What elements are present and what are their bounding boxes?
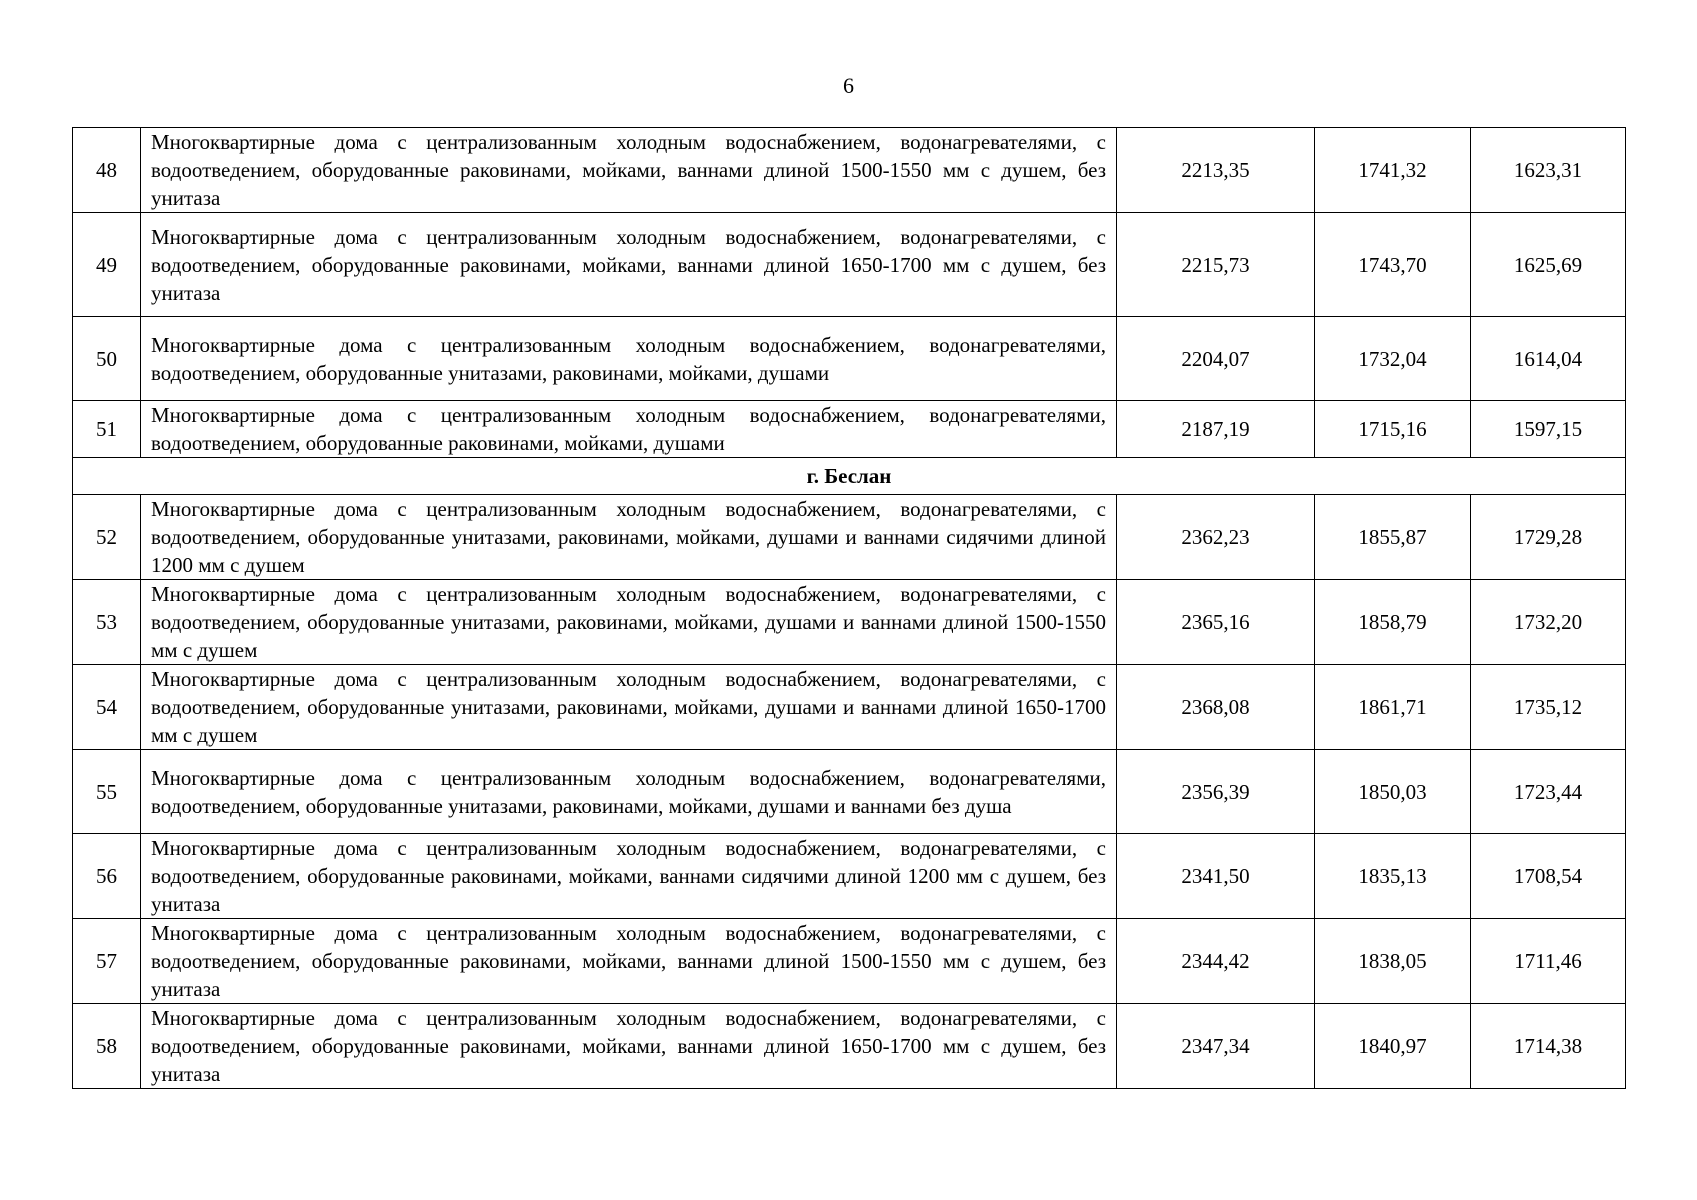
row-description: Многоквартирные дома с централизованным холодным водоснабжением, водонагревателями, водоотведением, оборудованные унитазами, раковинами, мойками, душами	[141, 317, 1117, 401]
value-cell-3: 1597,15	[1471, 401, 1626, 458]
value-cell-2: 1855,87	[1315, 495, 1471, 580]
row-description: Многоквартирные дома с централизованным холодным водоснабжением, водонагревателями, с водоотведением, оборудованные раковинами, мойками, ваннами длиной 1500-1550 мм с душем, без унитаза	[141, 128, 1117, 213]
value-cell-2: 1715,16	[1315, 401, 1471, 458]
value-cell-3: 1729,28	[1471, 495, 1626, 580]
section-row	[73, 458, 1626, 495]
row-description: Многоквартирные дома с централизованным холодным водоснабжением, водонагревателями, с водоотведением, оборудованные раковинами, мойками, ваннами длиной 1650-1700 мм с душем, без унитаза	[141, 213, 1117, 317]
value-cell-3: 1708,54	[1471, 834, 1626, 919]
value-cell-1: 2213,35	[1117, 128, 1315, 213]
row-description: Многоквартирные дома с централизованным холодным водоснабжением, водонагревателями, с водоотведением, оборудованные унитазами, раковинами, мойками, душами и ваннами длиной 1500-1550 мм с душем	[141, 580, 1117, 665]
value-cell-1: 2344,42	[1117, 919, 1315, 1004]
row-description: Многоквартирные дома с централизованным холодным водоснабжением, водонагревателями, с водоотведением, оборудованные раковинами, мойками, ваннами сидячими длиной 1200 мм с душем, без унитаза	[141, 834, 1117, 919]
value-cell-2: 1850,03	[1315, 750, 1471, 834]
table-row	[73, 580, 1626, 665]
value-cell-2: 1858,79	[1315, 580, 1471, 665]
table-row	[73, 665, 1626, 750]
row-description: Многоквартирные дома с централизованным холодным водоснабжением, водонагревателями, с водоотведением, оборудованные унитазами, раковинами, мойками, душами и ваннами сидячими длиной 1200 мм с душем	[141, 495, 1117, 580]
row-number: 50	[73, 317, 141, 401]
section-title: г. Беслан	[73, 458, 1626, 495]
value-cell-2: 1732,04	[1315, 317, 1471, 401]
row-number: 51	[73, 401, 141, 458]
value-cell-2: 1838,05	[1315, 919, 1471, 1004]
row-number: 53	[73, 580, 141, 665]
value-cell-3: 1614,04	[1471, 317, 1626, 401]
value-cell-1: 2362,23	[1117, 495, 1315, 580]
table-row	[73, 834, 1626, 919]
row-description: Многоквартирные дома с централизованным холодным водоснабжением, водонагревателями, с водоотведением, оборудованные раковинами, мойками, ваннами длиной 1500-1550 мм с душем, без унитаза	[141, 919, 1117, 1004]
row-number: 57	[73, 919, 141, 1004]
value-cell-3: 1711,46	[1471, 919, 1626, 1004]
value-cell-2: 1861,71	[1315, 665, 1471, 750]
value-cell-3: 1714,38	[1471, 1004, 1626, 1089]
value-cell-1: 2347,34	[1117, 1004, 1315, 1089]
row-number: 58	[73, 1004, 141, 1089]
table-row	[73, 317, 1626, 401]
row-description: Многоквартирные дома с централизованным холодным водоснабжением, водонагревателями, с водоотведением, оборудованные унитазами, раковинами, мойками, душами и ваннами длиной 1650-1700 мм с душем	[141, 665, 1117, 750]
value-cell-1: 2365,16	[1117, 580, 1315, 665]
row-description: Многоквартирные дома с централизованным холодным водоснабжением, водонагревателями, водоотведением, оборудованные унитазами, раковинами, мойками, душами и ваннами без душа	[141, 750, 1117, 834]
table-row	[73, 401, 1626, 458]
tariff-table	[72, 127, 1626, 1089]
table-row	[73, 213, 1626, 317]
row-number: 56	[73, 834, 141, 919]
value-cell-1: 2204,07	[1117, 317, 1315, 401]
value-cell-2: 1741,32	[1315, 128, 1471, 213]
row-number: 55	[73, 750, 141, 834]
value-cell-2: 1743,70	[1315, 213, 1471, 317]
value-cell-1: 2187,19	[1117, 401, 1315, 458]
table-row	[73, 750, 1626, 834]
row-number: 48	[73, 128, 141, 213]
page-number: 6	[843, 73, 854, 98]
table-row	[73, 919, 1626, 1004]
value-cell-2: 1840,97	[1315, 1004, 1471, 1089]
value-cell-3: 1732,20	[1471, 580, 1626, 665]
row-description: Многоквартирные дома с централизованным холодным водоснабжением, водонагревателями, с водоотведением, оборудованные раковинами, мойками, ваннами длиной 1650-1700 мм с душем, без унитаза	[141, 1004, 1117, 1089]
value-cell-1: 2368,08	[1117, 665, 1315, 750]
value-cell-2: 1835,13	[1315, 834, 1471, 919]
value-cell-1: 2341,50	[1117, 834, 1315, 919]
value-cell-3: 1723,44	[1471, 750, 1626, 834]
row-number: 52	[73, 495, 141, 580]
row-description: Многоквартирные дома с централизованным холодным водоснабжением, водонагревателями, водоотведением, оборудованные раковинами, мойками, душами	[141, 401, 1117, 458]
value-cell-1: 2215,73	[1117, 213, 1315, 317]
value-cell-3: 1735,12	[1471, 665, 1626, 750]
table-row	[73, 1004, 1626, 1089]
value-cell-3: 1625,69	[1471, 213, 1626, 317]
value-cell-1: 2356,39	[1117, 750, 1315, 834]
value-cell-3: 1623,31	[1471, 128, 1626, 213]
table-row	[73, 495, 1626, 580]
row-number: 54	[73, 665, 141, 750]
row-number: 49	[73, 213, 141, 317]
table-row	[73, 128, 1626, 213]
